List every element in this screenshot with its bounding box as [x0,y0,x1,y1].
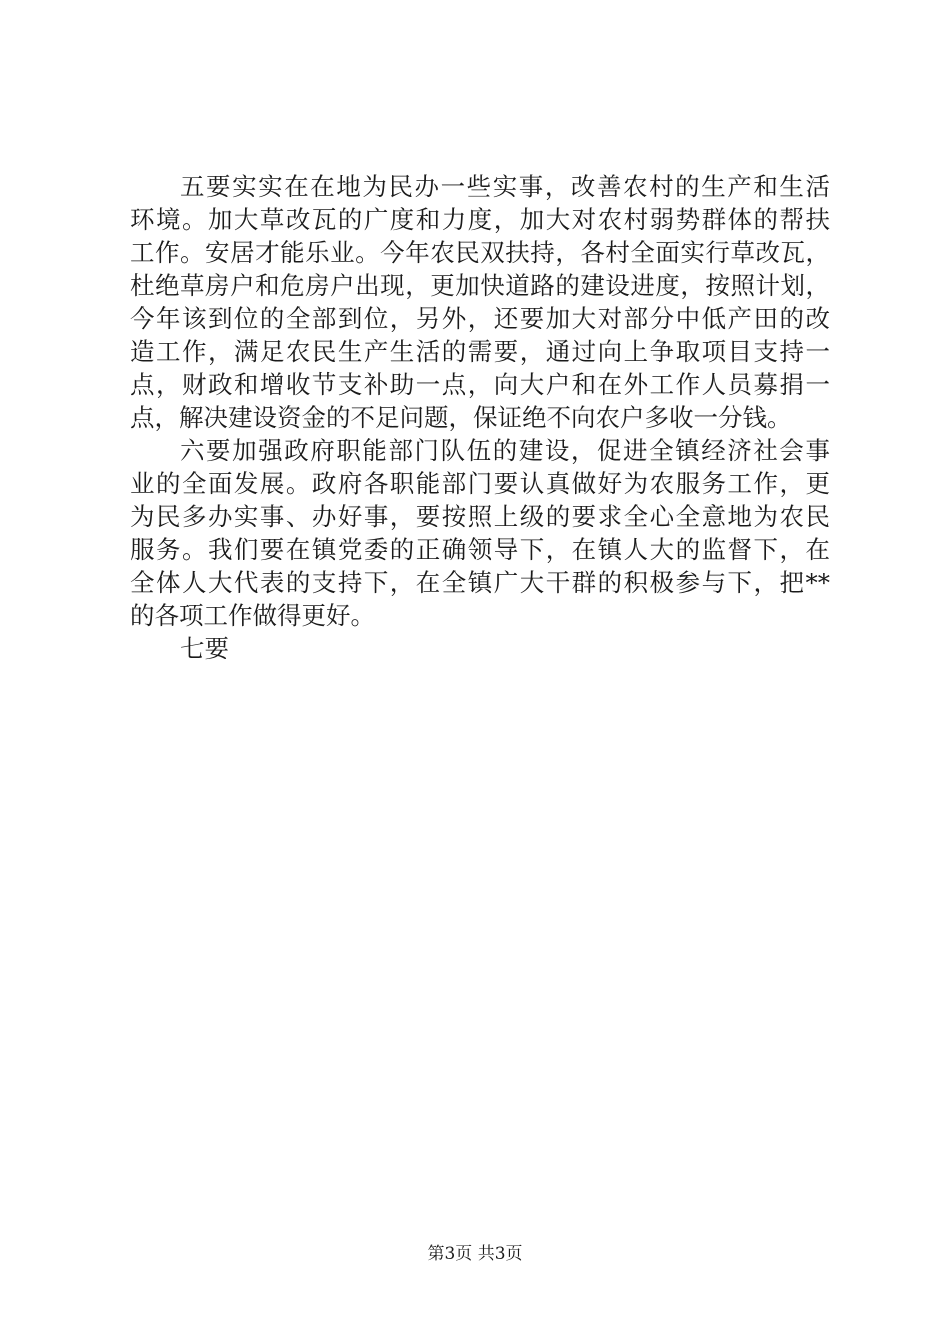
paragraph-line: 七要 [180,634,229,663]
paragraph-six [130,434,830,632]
paragraph-line: 全体人大代表的支持下，在全镇广大干群的积极参与下，把** [130,568,830,597]
page-number-footer: 第3页 共3页 [427,1244,523,1264]
paragraph-line: 点，财政和增收节支补助一点，向大户和在外工作人员募捐一 [130,370,830,399]
paragraph-line: 六要加强政府职能部门队伍的建设，促进全镇经济社会事 [180,436,830,465]
paragraph-line: 点，解决建设资金的不足问题，保证绝不向农户多收一分钱。 [130,403,792,432]
paragraph-line: 服务。我们要在镇党委的正确领导下，在镇人大的监督下，在 [130,535,830,564]
paragraph-seven [130,632,830,665]
paragraph-line: 造工作，满足农民生产生活的需要，通过向上争取项目支持一 [130,337,830,366]
document-body [130,170,830,665]
paragraph-line: 的各项工作做得更好。 [130,601,375,630]
paragraph-line: 五要实实在在地为民办一些实事，改善农村的生产和生活 [180,172,830,201]
paragraph-line: 环境。加大草改瓦的广度和力度，加大对农村弱势群体的帮扶 [130,205,830,234]
paragraph-line: 工作。安居才能乐业。今年农民双扶持，各村全面实行草改瓦， [130,238,830,267]
paragraph-line: 杜绝草房户和危房户出现，更加快道路的建设进度，按照计划， [130,271,830,300]
paragraph-line: 今年该到位的全部到位，另外，还要加大对部分中低产田的改 [130,304,830,333]
paragraph-line: 业的全面发展。政府各职能部门要认真做好为农服务工作，更 [130,469,830,498]
paragraph-five [130,170,830,434]
paragraph-line: 为民多办实事、办好事，要按照上级的要求全心全意地为农民 [130,502,830,531]
